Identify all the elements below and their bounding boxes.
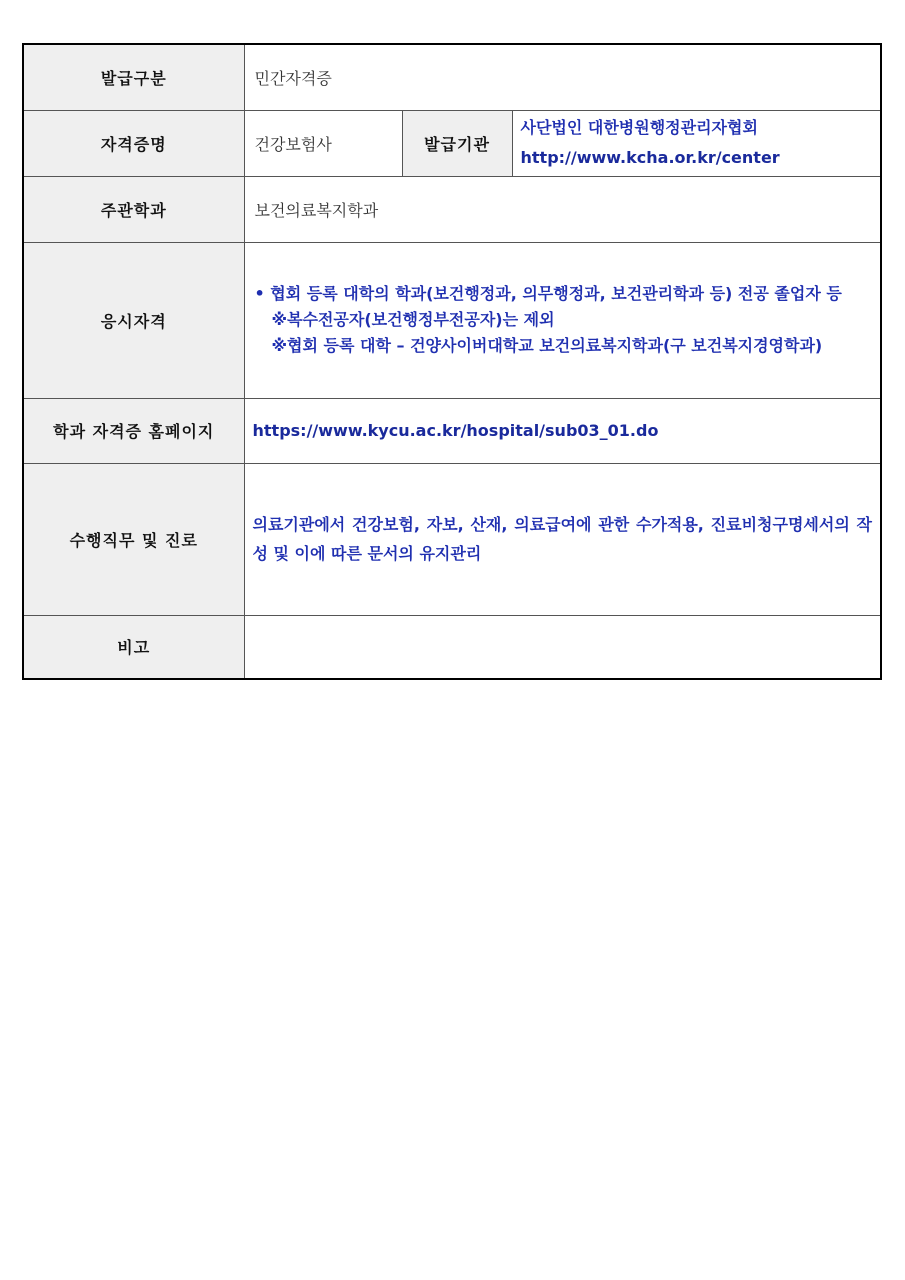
homepage-label: 학과 자격증 홈페이지 [23, 398, 244, 463]
eligibility-line-3: ※협회 등록 대학 – 건양사이버대학교 보건의료복지학과(구 보건복지경영학과) [271, 336, 823, 355]
row-homepage [23, 398, 881, 463]
eligibility-label: 응시자격 [23, 242, 244, 398]
homepage-cell [244, 398, 881, 463]
eligibility-value [244, 242, 881, 398]
row-remarks [23, 615, 881, 679]
department-value: 보건의료복지학과 [244, 176, 881, 242]
homepage-link[interactable]: https://www.kycu.ac.kr/hospital/sub03_01.do [252, 421, 659, 440]
certificate-info-table [22, 43, 882, 680]
eligibility-line-1: • 협회 등록 대학의 학과(보건행정과, 의무행정과, 보건관리학과 등) 전공 졸업자 등 [254, 284, 842, 303]
row-issue-type [23, 44, 881, 110]
duties-label: 수행직무 및 진로 [23, 463, 244, 615]
row-duties [23, 463, 881, 615]
issue-type-value: 민간자격증 [244, 44, 881, 110]
duties-value: 의료기관에서 건강보험, 자보, 산재, 의료급여에 관한 수가적용, 진료비청구명세서의 작성 및 이에 따른 문서의 유지관리 [244, 463, 881, 615]
issuer-cell [512, 110, 881, 176]
row-department [23, 176, 881, 242]
remarks-label: 비고 [23, 615, 244, 679]
department-label: 주관학과 [23, 176, 244, 242]
eligibility-line-2: ※복수전공자(보건행정부전공자)는 제외 [271, 310, 555, 329]
issuer-url-link[interactable]: http://www.kcha.or.kr/center [520, 148, 780, 167]
row-cert-name [23, 110, 881, 176]
issuer-name: 사단법인 대한병원행정관리자협회 [520, 118, 758, 137]
cert-name-value: 건강보험사 [244, 110, 402, 176]
row-eligibility [23, 242, 881, 398]
issue-type-label: 발급구분 [23, 44, 244, 110]
cert-name-label: 자격증명 [23, 110, 244, 176]
issuer-label: 발급기관 [402, 110, 512, 176]
remarks-value [244, 615, 881, 679]
